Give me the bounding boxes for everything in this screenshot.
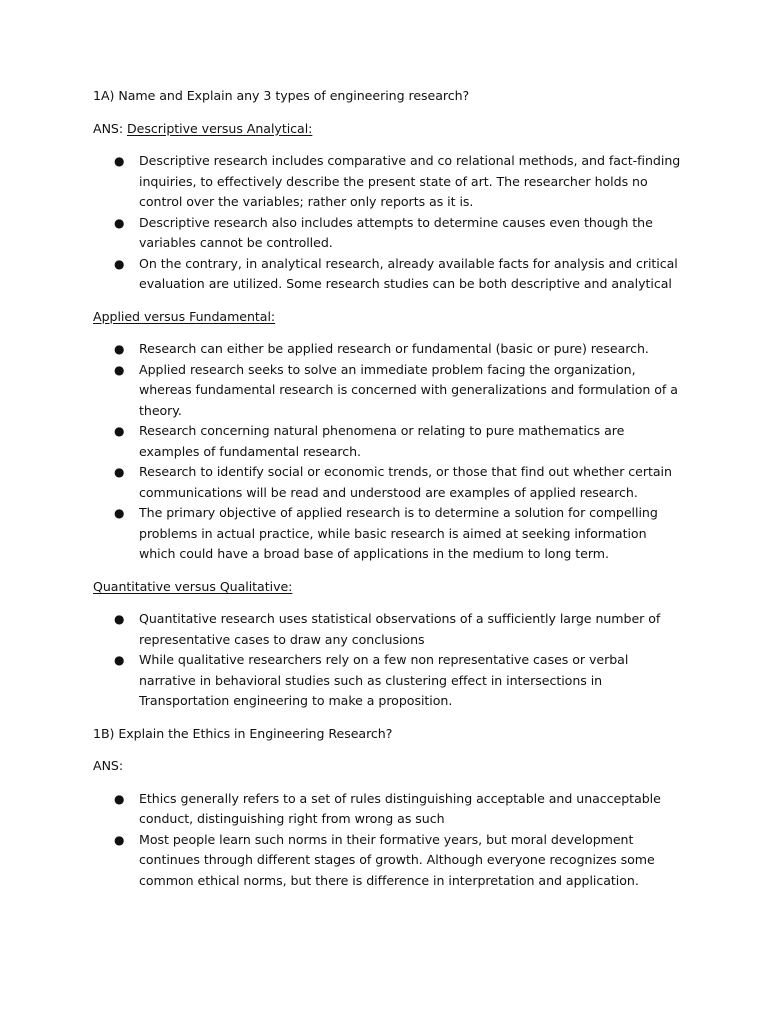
list-item (93, 360, 693, 422)
bullet-list-quantitative-qualitative (93, 609, 693, 712)
list-item-text: Applied research seeks to solve an immediate problem facing the organization, whereas fundamental research is concerned with generalizations and formulation of a theory. (139, 361, 678, 418)
list-item-text: Most people learn such norms in their formative years, but moral development continues through different stages of growth. Although everyone recognizes some common ethical norms, but there is difference in interpretation and application. (139, 831, 655, 888)
bullet-icon: ● (114, 653, 125, 667)
list-item-text: Research can either be applied research or fundamental (basic or pure) research. (139, 341, 649, 356)
list-item (93, 789, 693, 830)
bullet-icon: ● (114, 612, 125, 626)
section-heading-line (93, 307, 693, 328)
bullet-icon: ● (114, 256, 125, 271)
bullet-icon: ● (114, 791, 125, 806)
list-item-text: Descriptive research includes comparative and co relational methods, and fact-finding inquiries, to effectively describe the present state of art. The researcher holds no control over the variables; rather only reports as it is. (139, 153, 681, 209)
list-item-text: Descriptive research also includes attempts to determine causes even though the variables cannot be controlled. (139, 214, 653, 250)
bullet-list-descriptive-analytical (93, 151, 693, 295)
list-item (93, 339, 693, 360)
bullet-icon: ● (114, 424, 125, 438)
list-item-text: Quantitative research uses statistical observations of a sufficiently large number of representative cases to draw any conclusions (139, 611, 661, 647)
list-item (93, 609, 693, 650)
list-item (93, 151, 693, 213)
bullet-icon: ● (114, 362, 125, 377)
bullet-icon: ● (114, 342, 125, 356)
bullet-icon: ● (114, 506, 125, 520)
document-page (93, 86, 693, 903)
bullet-icon: ● (114, 154, 125, 168)
bullet-icon: ● (114, 465, 125, 479)
section-heading-descriptive-analytical: Descriptive versus Analytical: (127, 120, 313, 136)
bullet-icon: ● (114, 832, 125, 847)
list-item (93, 213, 693, 254)
list-item (93, 830, 693, 892)
question-1a: 1A) Name and Explain any 3 types of engineering research? (93, 88, 470, 103)
answer-1b-label: ANS: (93, 758, 124, 773)
bullet-list-ethics (93, 789, 693, 892)
list-item (93, 650, 693, 712)
list-item-text: Research to identify social or economic trends, or those that find out whether certain communications will be read and understood are examples of applied research. (139, 464, 672, 500)
answer-label: ANS: (93, 120, 128, 136)
list-item (93, 421, 693, 462)
section-heading-quantitative-qualitative: Quantitative versus Qualitative: (93, 578, 293, 594)
answer-1a-line (93, 119, 693, 140)
list-item-text: On the contrary, in analytical research, already available facts for analysis and critical evaluation are utilized. Some research studies can be both descriptive and analytical (139, 255, 678, 291)
list-item (93, 254, 693, 295)
bullet-icon: ● (114, 215, 125, 230)
list-item-text: Research concerning natural phenomena or relating to pure mathematics are examples of fundamental research. (139, 423, 625, 459)
list-item-text: Ethics generally refers to a set of rules distinguishing acceptable and unacceptable conduct, distinguishing right from wrong as such (139, 790, 661, 826)
question-1b: 1B) Explain the Ethics in Engineering Research? (93, 725, 393, 741)
section-heading-line (93, 577, 693, 598)
list-item-text: While qualitative researchers rely on a few non representative cases or verbal narrative in behavioral studies such as clustering effect in intersections in Transportation engineering to make a proposition. (139, 652, 629, 708)
list-item (93, 503, 693, 565)
section-heading-applied-fundamental: Applied versus Fundamental: (93, 308, 276, 324)
list-item-text: The primary objective of applied research is to determine a solution for compelling problems in actual practice, while basic research is aimed at seeking information which could have a broad base of applications in the medium to long term. (139, 505, 658, 561)
list-item (93, 462, 693, 503)
bullet-list-applied-fundamental (93, 339, 693, 565)
